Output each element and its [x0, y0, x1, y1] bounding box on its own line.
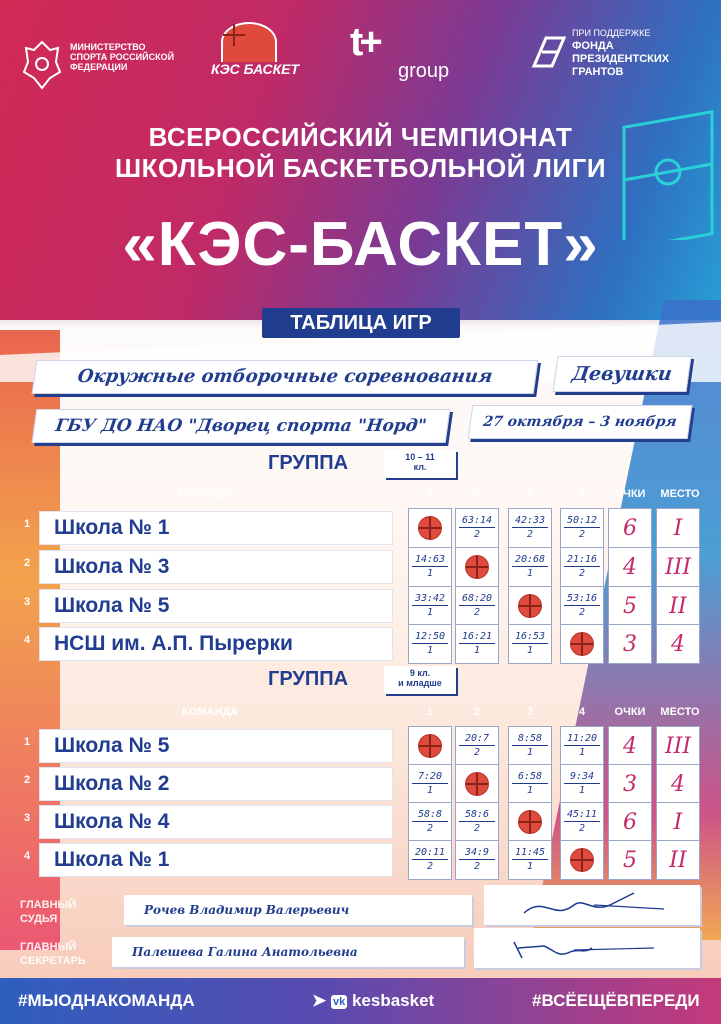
place-cell: III — [656, 726, 700, 766]
crest-icon — [20, 38, 64, 92]
gender-label: Девушки — [552, 356, 691, 392]
match-score: 42:33 — [512, 515, 548, 528]
column-header-1: 1 — [426, 488, 434, 500]
kes-logo-text: КЭС БАСКЕТ — [211, 61, 300, 77]
match-points: 2 — [473, 823, 481, 834]
secretary-name-box — [112, 937, 464, 967]
self-match-cell — [508, 586, 552, 626]
row-number: 3 — [23, 812, 31, 824]
points-cell: 4 — [608, 547, 652, 587]
match-points: 1 — [426, 607, 434, 618]
secretary-role: ГЛАВНЫЙ СЕКРЕТАРЬ — [20, 941, 86, 967]
match-score: 20:11 — [412, 847, 448, 860]
ministry-text: МИНИСТЕРСТВО СПОРТА РОССИЙСКОЙ ФЕДЕРАЦИИ — [70, 42, 175, 72]
result-cell — [408, 764, 452, 804]
result-cell — [455, 802, 499, 842]
tplus-symbol: t+ — [350, 20, 379, 64]
column-header-3: 3 — [526, 706, 534, 718]
group-age-line-2: и младше — [398, 678, 442, 688]
self-match-cell — [408, 726, 452, 766]
social-block — [312, 978, 434, 1024]
judge-name-box — [124, 895, 472, 925]
hashtag-right: #ВСЁЕЩЁВПЕРЕДИ — [532, 991, 700, 1010]
footer-bar — [0, 978, 721, 1024]
result-cell — [408, 624, 452, 664]
place-cell: 4 — [656, 624, 700, 664]
result-cell — [408, 802, 452, 842]
group-age-badge — [384, 450, 456, 478]
fund-mark-icon — [530, 34, 566, 70]
table-label: ТАБЛИЦА ИГР — [262, 308, 460, 338]
match-points: 2 — [473, 747, 481, 758]
judge-name: Рочев Владимир Валерьевич — [144, 903, 350, 917]
basketball-icon — [570, 848, 594, 872]
match-score: 11:45 — [512, 847, 548, 860]
result-cell — [455, 624, 499, 664]
row-number: 3 — [23, 596, 31, 608]
basketball-icon — [418, 516, 442, 540]
points-cell: 5 — [608, 840, 652, 880]
result-cell — [560, 764, 604, 804]
team-name: Школа № 5 — [40, 590, 392, 622]
match-score: 7:20 — [412, 771, 448, 784]
title-line-1: ВСЕРОССИЙСКИЙ ЧЕМПИОНАТ — [148, 122, 573, 152]
venue-label: ГБУ ДО НАО "Дворец спорта "Норд" — [32, 409, 451, 443]
result-cell — [455, 840, 499, 880]
match-points: 2 — [578, 568, 586, 579]
place-cell: I — [656, 508, 700, 548]
result-cell — [560, 547, 604, 587]
place-cell: III — [656, 547, 700, 587]
match-points: 1 — [526, 645, 534, 656]
match-score: 34:9 — [459, 847, 495, 860]
match-points: 2 — [426, 861, 434, 872]
match-score: 50:12 — [564, 515, 600, 528]
match-score: 9:34 — [564, 771, 600, 784]
result-cell — [560, 802, 604, 842]
self-match-cell — [508, 802, 552, 842]
match-score: 8:58 — [512, 733, 548, 746]
self-match-cell — [455, 764, 499, 804]
column-header-4: 4 — [578, 706, 586, 718]
place-column-header: МЕСТО — [660, 706, 700, 718]
column-header-4: 4 — [578, 488, 586, 500]
secretary-name: Палешева Галина Анатольевна — [132, 945, 358, 959]
self-match-cell — [455, 547, 499, 587]
group-age-line-2: кл. — [413, 462, 427, 472]
result-cell — [455, 508, 499, 548]
team-name: Школа № 3 — [40, 551, 392, 583]
team-column-header: КОМАНДА — [178, 488, 235, 500]
result-cell — [455, 586, 499, 626]
match-score: 16:21 — [459, 631, 495, 644]
row-number: 4 — [23, 850, 31, 862]
place-cell: 4 — [656, 764, 700, 804]
place-cell: II — [656, 840, 700, 880]
match-points: 1 — [526, 568, 534, 579]
fund-name-text: ФОНДА ПРЕЗИДЕНТСКИХ ГРАНТОВ — [572, 40, 670, 78]
match-score: 33:42 — [412, 593, 448, 606]
column-header-2: 2 — [473, 488, 481, 500]
match-score: 16:53 — [512, 631, 548, 644]
match-score: 53:16 — [564, 593, 600, 606]
basketball-icon — [221, 22, 277, 62]
match-score: 21:16 — [564, 554, 600, 567]
match-points: 2 — [578, 529, 586, 540]
self-match-cell — [408, 508, 452, 548]
group-age-line-1: 10 – 11 — [405, 452, 435, 462]
title-line-2: ШКОЛЬНОЙ БАСКЕТБОЛЬНОЙ ЛИГИ — [114, 153, 607, 183]
basketball-icon — [465, 772, 489, 796]
telegram-icon: ➤ — [312, 991, 327, 1010]
match-score: 45:11 — [564, 809, 600, 822]
match-score: 14:63 — [412, 554, 448, 567]
column-header-1: 1 — [426, 706, 434, 718]
kes-basket-logo — [205, 22, 300, 92]
team-name: Школа № 1 — [40, 512, 392, 544]
team-column-header: КОМАНДА — [182, 706, 239, 718]
basketball-icon — [518, 810, 542, 834]
result-cell — [560, 586, 604, 626]
championship-title — [0, 122, 721, 184]
match-score: 6:58 — [512, 771, 548, 784]
result-cell — [408, 547, 452, 587]
match-score: 12:50 — [412, 631, 448, 644]
match-score: 20:68 — [512, 554, 548, 567]
result-cell — [508, 726, 552, 766]
match-points: 1 — [578, 785, 586, 796]
result-cell — [455, 726, 499, 766]
points-cell: 4 — [608, 726, 652, 766]
team-name: Школа № 1 — [40, 844, 392, 876]
secretary-signature — [474, 928, 700, 968]
result-cell — [560, 726, 604, 766]
row-number: 1 — [23, 518, 31, 530]
basketball-icon — [418, 734, 442, 758]
result-cell — [508, 840, 552, 880]
self-match-cell — [560, 840, 604, 880]
row-number: 2 — [23, 774, 31, 786]
place-cell: II — [656, 586, 700, 626]
vk-icon: vk — [332, 995, 346, 1008]
match-points: 2 — [526, 529, 534, 540]
basketball-icon — [570, 632, 594, 656]
points-cell: 6 — [608, 802, 652, 842]
row-number: 1 — [23, 736, 31, 748]
row-number: 2 — [23, 557, 31, 569]
match-points: 1 — [526, 861, 534, 872]
points-cell: 5 — [608, 586, 652, 626]
result-cell — [508, 508, 552, 548]
match-points: 1 — [526, 747, 534, 758]
league-name: «КЭС-БАСКЕТ» — [122, 210, 599, 279]
match-points: 2 — [473, 607, 481, 618]
match-points: 2 — [473, 861, 481, 872]
match-score: 11:20 — [564, 733, 600, 746]
tplus-logo — [350, 22, 460, 92]
group-age-badge — [384, 666, 456, 694]
result-cell — [408, 586, 452, 626]
result-cell — [508, 547, 552, 587]
match-score: 58:8 — [412, 809, 448, 822]
team-name: Школа № 4 — [40, 806, 392, 838]
match-points: 1 — [426, 645, 434, 656]
judge-signature — [484, 885, 700, 925]
team-name: НСШ им. А.П. Пырерки — [40, 628, 392, 660]
group-title: ГРУППА — [268, 452, 349, 474]
tplus-group-text: group — [398, 60, 450, 82]
match-score: 20:7 — [459, 733, 495, 746]
column-header-3: 3 — [526, 488, 534, 500]
secretary-signature-box — [474, 928, 700, 968]
match-score: 63:14 — [459, 515, 495, 528]
match-points: 1 — [426, 568, 434, 579]
column-header-2: 2 — [473, 706, 481, 718]
points-cell: 6 — [608, 508, 652, 548]
match-points: 2 — [578, 823, 586, 834]
row-number: 4 — [23, 634, 31, 646]
result-cell — [508, 624, 552, 664]
judge-role: ГЛАВНЫЙ СУДЬЯ — [20, 899, 77, 925]
fund-support-text: ПРИ ПОДДЕРЖКЕ — [572, 28, 651, 38]
points-column-header: ОЧКИ — [614, 488, 646, 500]
match-points: 1 — [473, 645, 481, 656]
points-cell: 3 — [608, 764, 652, 804]
place-cell: I — [656, 802, 700, 842]
basketball-icon — [518, 594, 542, 618]
basketball-icon — [465, 555, 489, 579]
match-score: 58:6 — [459, 809, 495, 822]
match-points: 2 — [578, 607, 586, 618]
points-column-header: ОЧКИ — [614, 706, 646, 718]
match-points: 1 — [526, 785, 534, 796]
match-points: 1 — [426, 785, 434, 796]
team-name: Школа № 2 — [40, 768, 392, 800]
result-cell — [560, 508, 604, 548]
match-points: 1 — [578, 747, 586, 758]
points-cell: 3 — [608, 624, 652, 664]
judge-signature-box — [484, 885, 700, 925]
result-cell — [508, 764, 552, 804]
stage-label: Окружные отборочные соревнования — [32, 360, 539, 394]
match-score: 68:20 — [459, 593, 495, 606]
hashtag-left: #МЫОДНАКОМАНДА — [18, 991, 195, 1010]
result-cell — [408, 840, 452, 880]
team-name: Школа № 5 — [40, 730, 392, 762]
group-title: ГРУППА — [268, 668, 349, 690]
match-points: 2 — [473, 529, 481, 540]
social-handle[interactable]: kesbasket — [351, 991, 435, 1010]
group-age-line-1: 9 кл. — [409, 668, 431, 678]
self-match-cell — [560, 624, 604, 664]
place-column-header: МЕСТО — [660, 488, 700, 500]
dates-label: 27 октября – 3 ноября — [468, 405, 693, 439]
match-points: 2 — [426, 823, 434, 834]
